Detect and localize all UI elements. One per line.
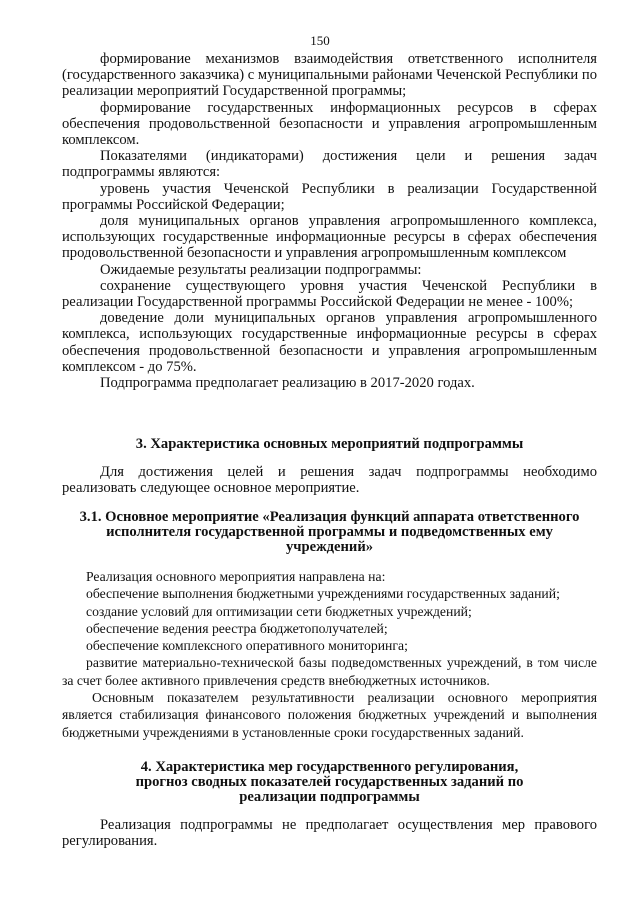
list-item: создание условий для оптимизации сети бюджетных учреждений; bbox=[86, 603, 472, 619]
paragraph: доля муниципальных органов управления агропромышленного комплекса, использующих государственные информационные ресурсы в сферах обеспечения продовольственной безопасности и управления агропромышленным комплексом bbox=[62, 213, 597, 262]
list-item: развитие материально-технической базы подведомственных учреждений, в том числе за счет более активного привлечения средств внебюджетных источников. bbox=[62, 655, 597, 688]
paragraph: формирование механизмов взаимодействия ответственного исполнителя (государственного заказчика) с муниципальными районами Чеченской Республики по реализации мероприятий Государственной программы; bbox=[62, 51, 597, 100]
section-3 bbox=[62, 437, 597, 496]
list-item: обеспечение комплексного оперативного мониторинга; bbox=[86, 638, 408, 654]
goals-block bbox=[62, 51, 597, 391]
paragraph: Подпрограмма предполагает реализацию в 2017-2020 годах. bbox=[100, 375, 475, 392]
paragraph: формирование государственных информационных ресурсов в сферах обеспечения продовольственной безопасности и управления агропромышленным комплексом. bbox=[62, 99, 597, 149]
paragraph: Реализация подпрограммы не предполагает осуществления мер правового регулирования. bbox=[62, 817, 597, 850]
page-number: 150 bbox=[310, 33, 330, 48]
paragraph: уровень участия Чеченской Республики в реализации Государственной программы Российской Федерации; bbox=[62, 180, 597, 213]
section-3-1 bbox=[62, 510, 597, 555]
list-item: обеспечение ведения реестра бюджетополучателей; bbox=[86, 620, 388, 636]
section-heading: 3. Характеристика основных мероприятий подпрограммы bbox=[135, 436, 524, 452]
subsection-heading: 3.1. Основное мероприятие «Реализация функций аппарата ответственного исполнителя государственной программы и подведомственных ему учреждений» bbox=[79, 509, 580, 555]
section-heading: 4. Характеристика мер государственного регулирования, прогноз сводных показателей государственных заданий по реализации подпрограммы bbox=[135, 759, 524, 805]
paragraph: Ожидаемые результаты реализации подпрограммы: bbox=[100, 261, 422, 278]
list-item: обеспечение выполнения бюджетными учреждениями государственных заданий; bbox=[86, 586, 560, 602]
paragraph: Для достижения целей и решения задач подпрограммы необходимо реализовать следующее основное мероприятие. bbox=[62, 464, 597, 497]
paragraph: Основным показателем результативности реализации основного мероприятия является стабилизация финансового положения бюджетных учреждений и выполнения бюджетными учреждениями в установленные сроки государственных заданий. bbox=[62, 690, 597, 740]
section-4 bbox=[62, 760, 597, 849]
paragraph: Показателями (индикаторами) достижения цели и решения задач подпрограммы являются: bbox=[62, 148, 597, 181]
section-3-1-body bbox=[62, 568, 597, 741]
paragraph: сохранение существующего уровня участия Чеченской Республики в реализации Государственной программы Российской Федерации не менее - 100%; bbox=[62, 277, 597, 311]
paragraph: Реализация основного мероприятия направлена на: bbox=[86, 569, 386, 584]
paragraph: доведение доли муниципальных органов управления агропромышленного комплекса, использующих государственные информационные ресурсы в сферах обеспечения продовольственной безопасности и управления агропромышленным комплексом - до 75%. bbox=[62, 310, 597, 375]
